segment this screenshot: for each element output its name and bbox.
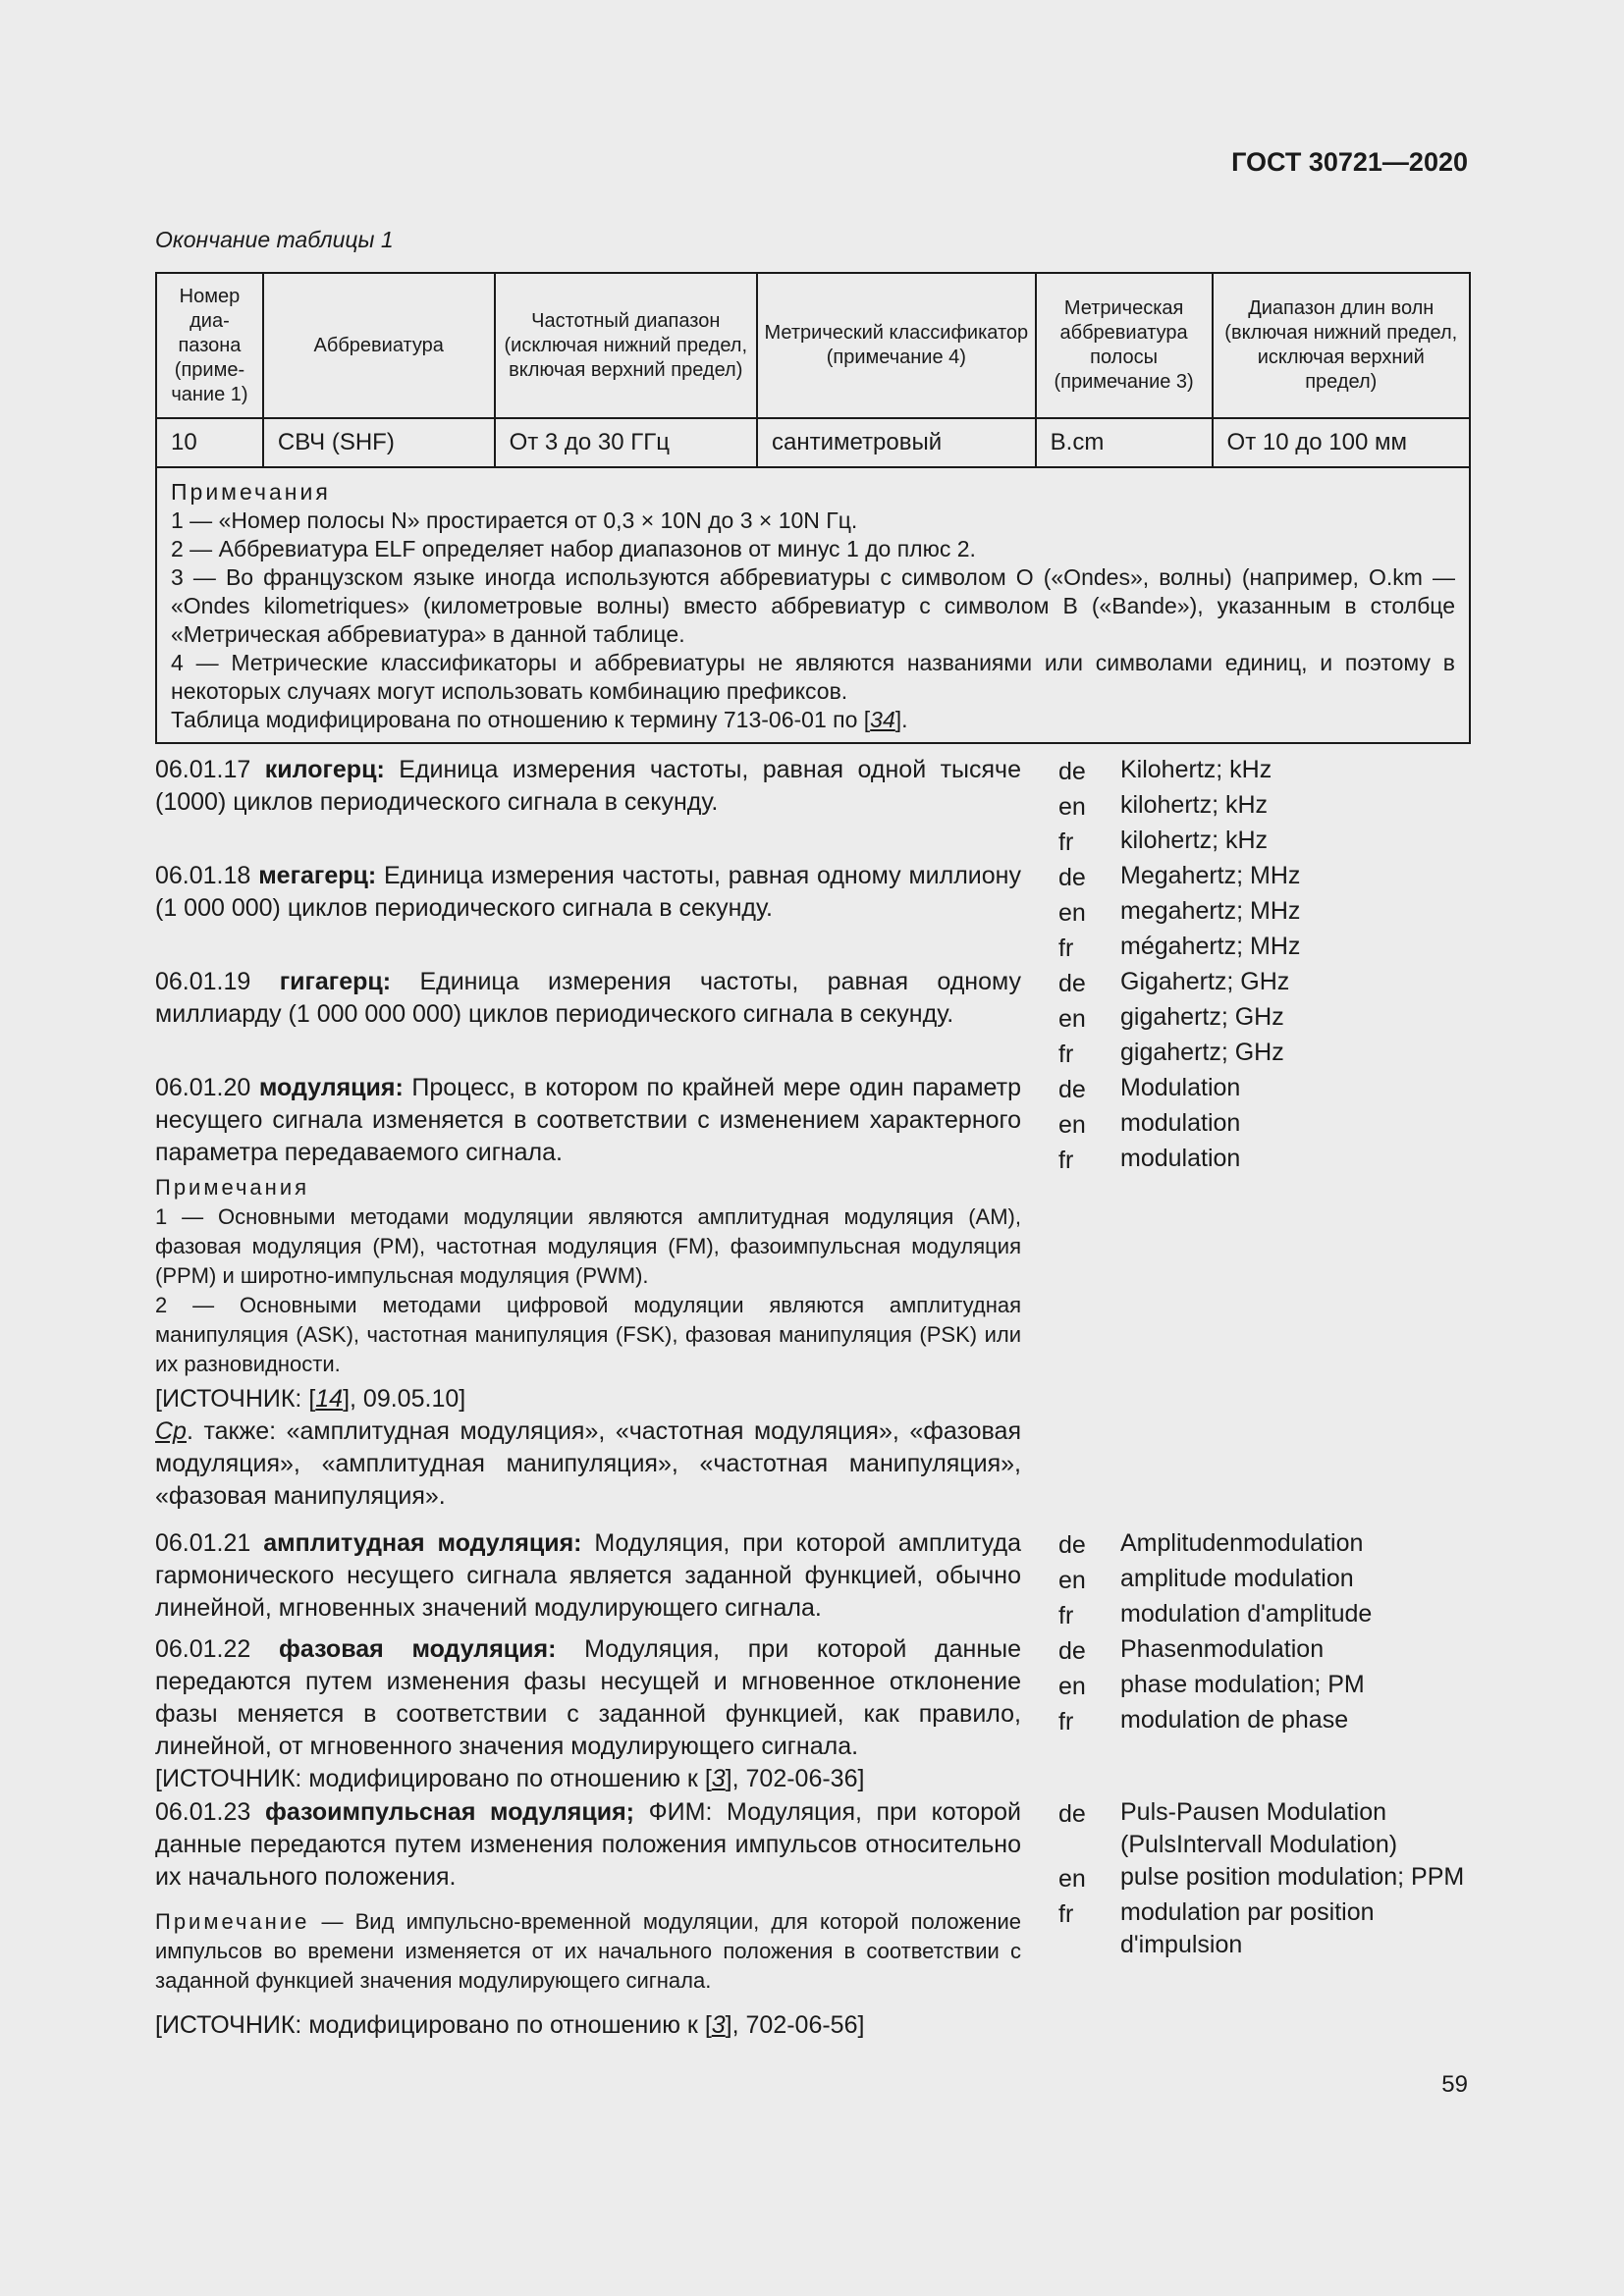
term-name: фазовая модуляция: — [279, 1635, 557, 1663]
term-translations: de Megahertz; MHz en megahertz; MHz fr mégahertz; MHz — [1058, 862, 1301, 962]
reference-link[interactable]: 3 — [711, 1765, 726, 1792]
band-table — [155, 272, 1471, 744]
term-definition: 06.01.23 фазоимпульсная модуляция; ФИМ: Модуляция, при которой данные передаются путем изменения положения импульсов относительно их начального положения. Примечание — Вид импульсно-временной модуляции, для которой положение импульсов во времени изменяется от их начального положения в соответствии с заданной функцией значения модулирующего сигнала. [ИСТОЧНИК: модифицировано по отношению к [3], 702-06-56] — [155, 1796, 1021, 2042]
note-1: 1 — Основными методами модуляции являются амплитудная модуляция (AM), фазовая модуляция (PM), частотная модуляция (FM), фазоимпульсная модуляция (PPM) и широтно-импульсная модуляция (PWM). — [155, 1204, 1021, 1288]
term-translations: de Kilohertz; kHz en kilohertz; kHz fr kilohertz; kHz — [1058, 756, 1272, 856]
term-name: модуляция: — [258, 1074, 404, 1101]
term-definition: 06.01.21 амплитудная модуляция: Модуляция, при которой амплитуда гармонического несущего сигнала является заданной функцией, обычно линейной, мгновенных значений модулирующего сигнала. — [155, 1529, 1021, 1622]
term-name: гигагерц: — [279, 968, 392, 995]
table-caption: Окончание таблицы 1 — [155, 227, 394, 252]
col-header-metric-abbreviation: Метрическая аббревиатура полосы (примечание 3) — [1036, 273, 1213, 418]
table-cell: От 10 до 100 мм — [1213, 418, 1470, 467]
col-header-band-number: Номер диа-пазона (приме-чание 1) — [156, 273, 263, 418]
page-number: 59 — [1441, 2071, 1468, 2098]
col-header-frequency-range: Частотный диапазон (исключая нижний предел, включая верхний предел) — [495, 273, 757, 418]
term-translations: de Phasenmodulation en phase modulation; PM fr modulation de phase — [1058, 1635, 1365, 1735]
col-header-abbreviation: Аббревиатура — [263, 273, 495, 418]
term-translations: de Puls-Pausen Modulation (PulsIntervall Modulation) en pulse position modulation; PPM fr modulation par position d'impulsion — [1058, 1798, 1465, 1958]
col-header-wavelength-range: Диапазон длин волн (включая нижний предел, исключая верхний предел) — [1213, 273, 1470, 418]
notes-title: Примечания — [171, 479, 331, 505]
table-notes — [156, 467, 1470, 743]
table-cell: B.cm — [1036, 418, 1213, 467]
term-translations: de Gigahertz; GHz en gigahertz; GHz fr gigahertz; GHz — [1058, 968, 1290, 1068]
term-name: амплитудная модуляция: — [263, 1529, 582, 1557]
term-definition: 06.01.22 фазовая модуляция: Модуляция, при которой данные передаются путем изменения фазы несущей и мгновенное отклонение фазы меняется в соответствии с заданной функцией, как правило, линейной, от мгновенного значения модулирующего сигнала. [ИСТОЧНИК: модифицировано по отношению к [3], 702-06-36] — [155, 1633, 1021, 1795]
term-name: фазоимпульсная модуляция; — [264, 1798, 635, 1826]
col-header-metric-classifier: Метрический классификатор (примечание 4) — [757, 273, 1036, 418]
note-2: 2 — Аббревиатура ELF определяет набор диапазонов от минус 1 до плюс 2. — [171, 536, 976, 561]
table-header-row — [156, 273, 1470, 418]
table-row — [156, 418, 1470, 467]
term-translations: de Amplitudenmodulation en amplitude modulation fr modulation d'amplitude — [1058, 1529, 1373, 1629]
note-3: 3 — Во французском языке иногда используются аббревиатуры с символом O («Ondes», волны) (например, O.km — «Ondes kilometriques» (километровые волны) вместо аббревиатур с символом В («Bande»), указанным в столбце «Метрическая аббревиатура» в данной таблице. — [171, 564, 1455, 647]
reference-link[interactable]: 3 — [711, 2011, 726, 2039]
table-cell: сантиметровый — [757, 418, 1036, 467]
term-definition: 06.01.17 килогерц: Единица измерения частоты, равная одной тысяче (1000) циклов периодического сигнала в секунду. — [155, 756, 1021, 816]
note-4: 4 — Метрические классификаторы и аббревиатуры не являются названиями или символами единиц, и поэтому в некоторых случаях могут использовать комбинацию префиксов. — [171, 650, 1455, 704]
note-2: 2 — Основными методами цифровой модуляции являются амплитудная манипуляция (ASK), частотная манипуляция (FSK), фазовая манипуляция (PSK) или их разновидности. — [155, 1293, 1021, 1376]
notes-title: Примечания — [155, 1175, 310, 1200]
table-modified-note: Таблица модифицирована по отношению к термину 713-06-01 по [34]. — [171, 707, 908, 732]
term-note: Примечание — Вид импульсно-временной модуляции, для которой положение импульсов во времени изменяется от их начального положения в соответствии с заданной функцией значения модулирующего сигнала. — [155, 1909, 1021, 1993]
term-name: килогерц: — [264, 756, 385, 783]
reference-link[interactable]: 14 — [315, 1385, 344, 1413]
term-translations: de Modulation en modulation fr modulation — [1058, 1074, 1241, 1174]
see-also: Ср. также: «амплитудная модуляция», «частотная модуляция», «фазовая модуляция», «амплитудная манипуляция», «частотная манипуляция», «фазовая манипуляция». — [155, 1417, 1021, 1510]
note-1: 1 — «Номер полосы N» простирается от 0,3 × 10N до 3 × 10N Гц. — [171, 507, 858, 533]
table-notes-row — [156, 467, 1470, 743]
source-reference: [ИСТОЧНИК: [14], 09.05.10] — [155, 1385, 466, 1413]
standard-header: ГОСТ 30721—2020 — [1231, 147, 1468, 177]
table-cell: От 3 до 30 ГГц — [495, 418, 757, 467]
term-definition: 06.01.19 гигагерц: Единица измерения частоты, равная одному миллиарду (1 000 000 000) циклов периодического сигнала в секунду. — [155, 968, 1021, 1028]
source-reference: [ИСТОЧНИК: модифицировано по отношению к [3], 702-06-36] — [155, 1765, 865, 1792]
term-definition: 06.01.18 мегагерц: Единица измерения частоты, равная одному миллиону (1 000 000) циклов периодического сигнала в секунду. — [155, 862, 1021, 922]
term-definition: 06.01.20 модуляция: Процесс, в котором по крайней мере один параметр несущего сигнала изменяется в соответствии с изменением характерного параметра передаваемого сигнала. Примечания 1 — Основными методами модуляции являются амплитудная модуляция (AM), фазовая модуляция (PM), частотная модуляция (FM), фазоимпульсная модуляция (PPM) и широтно-импульсная модуляция (PWM). 2 — Основными методами цифровой модуляции являются амплитудная манипуляция (ASK), частотная манипуляция (FSK), фазовая манипуляция (PSK) или их разновидности. [ИСТОЧНИК: [14], 09.05.10] Ср. также: «амплитудная модуляция», «частотная модуляция», «фазовая модуляция», «амплитудная манипуляция», «частотная манипуляция», «фазовая манипуляция». — [155, 1072, 1021, 1513]
table-cell: 10 — [156, 418, 263, 467]
source-reference: [ИСТОЧНИК: модифицировано по отношению к [3], 702-06-56] — [155, 2011, 865, 2039]
reference-link[interactable]: 34 — [870, 707, 895, 732]
table-cell: СВЧ (SHF) — [263, 418, 495, 467]
term-name: мегагерц: — [258, 862, 377, 889]
